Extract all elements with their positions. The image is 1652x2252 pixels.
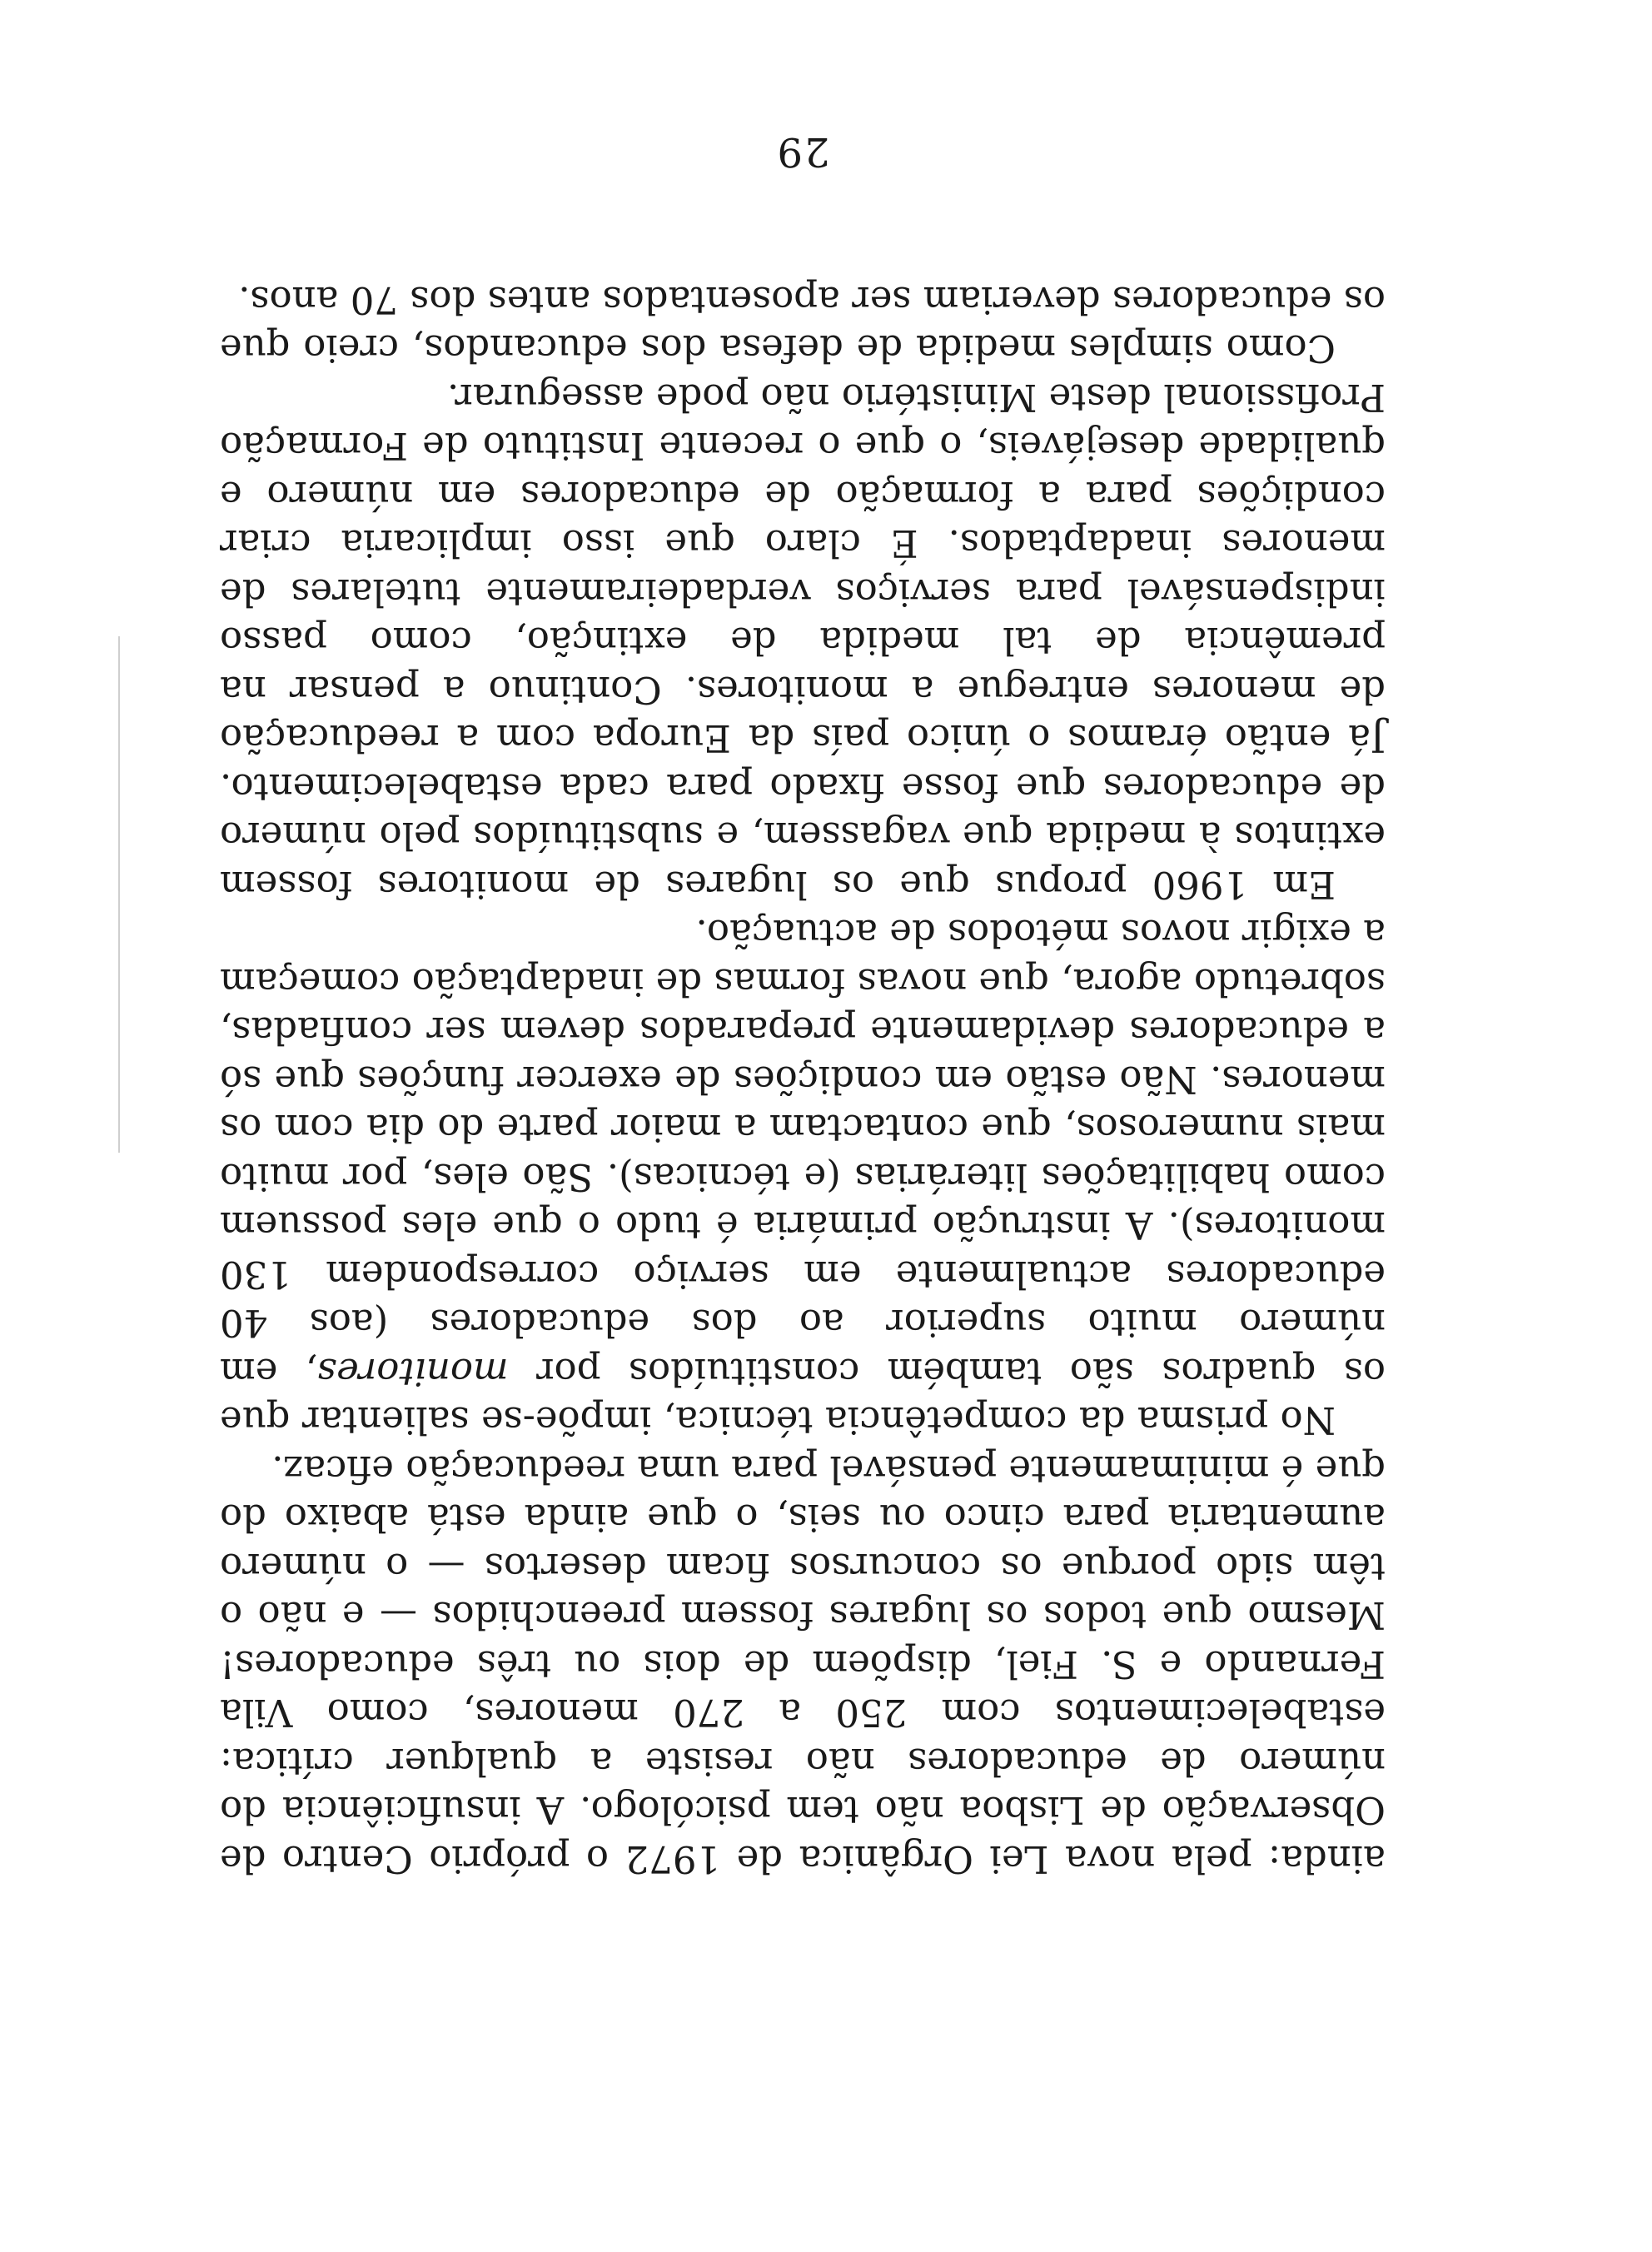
page-number: 29	[775, 128, 830, 175]
paragraph	[220, 909, 1386, 1445]
scan-edge-line	[118, 636, 120, 1153]
paragraph-text: No prisma da competência técnica, impõe-se salientar que os quadros são também constituídos por	[220, 1350, 1386, 1443]
emphasized-term: monitores	[317, 1350, 509, 1394]
paragraph-text: , em número muito superior ao dos educadores (aos 40 educadores actualmente em serviço correspondem 130 monitores). A instrução primária é tudo o que eles possuem como habilitações literárias (e técnicas). São eles, por muito mais numerosos, que contactam a maior parte do dia com os menores. Não estão em condições de exercer funções que só a educadores devidamente preparados devem ser confiadas, sobretudo agora, que novas formas de inadaptação começam a exigir novos métodos de actuação.	[220, 911, 1386, 1394]
body-text	[220, 276, 1386, 1884]
paragraph: Como simples medida de defesa dos educandos, creio que os educadores deveriam ser aposentados antes dos 70 anos.	[220, 278, 1386, 371]
paragraph: ainda: pela nova Lei Orgânica de 1972 o próprio Centro de Observação de Lisboa não tem psicólogo. A insuficiência do número de educadores não resiste a qualquer crítica: estabelecimentos com 250 a 270 menores, como Vila Fernando e S. Fiel, dispõem de dois ou três educadores! Mesmo que todos os lugares fossem preenchidos — e não o têm sido porque os concursos ficam desertos — o número aumentaria para cinco ou seis, o que ainda está abaixo do que é minimamente pensável para uma reeducação eficaz.	[220, 1447, 1386, 1881]
paragraph: Em 1960 propus que os lugares de monitores fossem extintos à medida que vagassem, e substituídos pelo número de educadores que fosse fixado para cada estabelecimento. Já então éramos o único país da Europa com a reeducação de menores entregue a monitores. Continuo a pensar na premência de tal medida de extinção, como passo indispensável para serviços verdadeiramente tutelares de menores inadaptados. É claro que isso implicaria criar condições para a formação de educadores em número e qualidade desejáveis, o que o recente Instituto de Formação Profissional deste Ministério não pode assegurar.	[220, 376, 1386, 907]
